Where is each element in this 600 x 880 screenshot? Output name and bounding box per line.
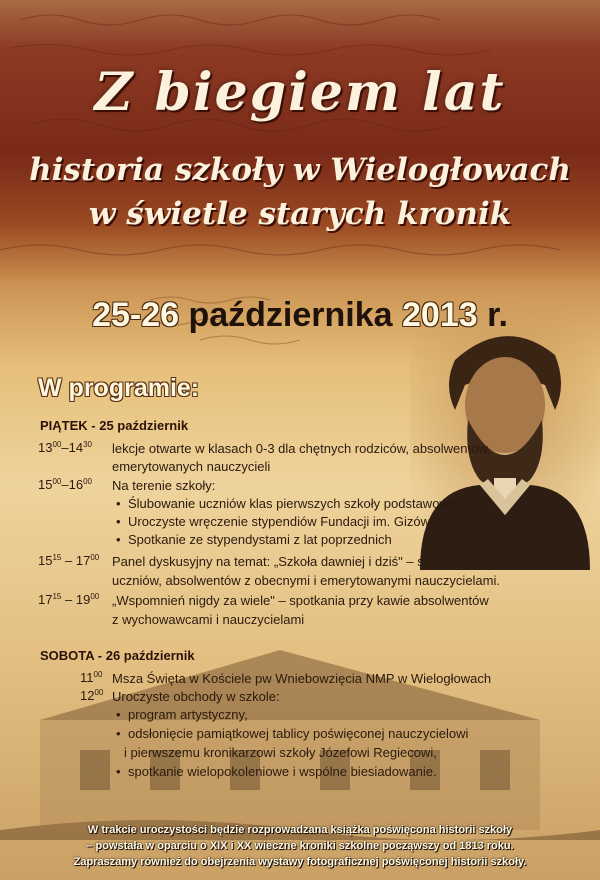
date-month: października (188, 296, 393, 334)
footer-line: – powstała w oparciu o XIX i XX wieczne kroniki szkolne począwszy od 1813 roku. (86, 840, 514, 852)
schedule-text: Msza Święta w Kościele pw Wniebowzięcia NMP w Wielogłowach (112, 671, 492, 686)
schedule-time: $11^{00}$ (80, 670, 103, 685)
footer-note (0, 822, 600, 870)
schedule-time: $15^{00}-16^{00}$ (38, 477, 92, 492)
schedule-text: z wychowawcami i nauczycielami (112, 612, 305, 627)
event-date (0, 296, 600, 335)
poster-title: Z biegiem lat (94, 62, 506, 123)
schedule-text: Panel dyskusyjny na temat: „Szkoła dawniej i dziś" – spotkanie (112, 554, 473, 569)
date-suffix: r. (487, 296, 508, 334)
footer-line: Zapraszamy również do obejrzenia wystawy fotograficznej poświęconej historii szkoły. (73, 856, 527, 868)
bullet-item: • Uroczyste wręczenie stypendiów Fundacji im. Gizów (128, 514, 430, 529)
bullet-item: • Ślubowanie uczniów klas pierwszych szkoły podstawowej (128, 496, 459, 511)
program-heading: W programie: (38, 374, 200, 402)
bullet-item: • Spotkanie ze stypendystami z lat poprzednich (128, 532, 392, 547)
old-school-photo (0, 610, 600, 840)
date-days: 25-26 (92, 296, 180, 334)
portrait-photo (410, 300, 600, 570)
schedule-text: lekcje otwarte w klasach 0-3 dla chętnych rodziców, absolwentów, (112, 441, 491, 456)
poster-subtitle-1: historia szkoły w Wielogłowach (29, 152, 571, 188)
schedule-time: $13^{00}-14^{30}$ (38, 440, 92, 455)
schedule-text: emerytowanych nauczycieli (112, 459, 271, 474)
footer-line: W trakcie uroczystości będzie rozprowadzana książka poświęcona historii szkoły (87, 824, 513, 836)
saturday-heading: SOBOTA - 26 październik (40, 648, 195, 663)
bullet-item: • spotkanie wielopokoleniowe i wspólne biesiadowanie. (128, 764, 437, 779)
schedule-time: $12^{00}$ (80, 688, 104, 703)
bullet-item: • program artystyczny, (128, 707, 248, 722)
schedule-time: $17^{15} - 19^{00}$ (38, 592, 100, 607)
schedule-text: „Wspomnień nigdy za wiele" – spotkania przy kawie absolwentów (112, 593, 489, 608)
bullet-continuation: i pierwszemu kronikarzowi szkoły Józefowi Regiecowi, (124, 745, 437, 760)
date-year: 2013 (402, 296, 478, 334)
poster-subtitle-2: w świetle starych kronik (88, 196, 512, 232)
schedule-text: Na terenie szkoły: (112, 478, 216, 493)
friday-heading: PIĄTEK - 25 październik (40, 418, 189, 433)
bullet-item: • odsłonięcie pamiątkowej tablicy poświęconej nauczycielowi (128, 726, 468, 741)
schedule-text: Uroczyste obchody w szkole: (112, 689, 280, 704)
schedule-text: uczniów, absolwentów z obecnymi i emerytowanymi nauczycielami. (112, 573, 500, 588)
schedule-time: $15^{15} - 17^{00}$ (38, 553, 100, 568)
